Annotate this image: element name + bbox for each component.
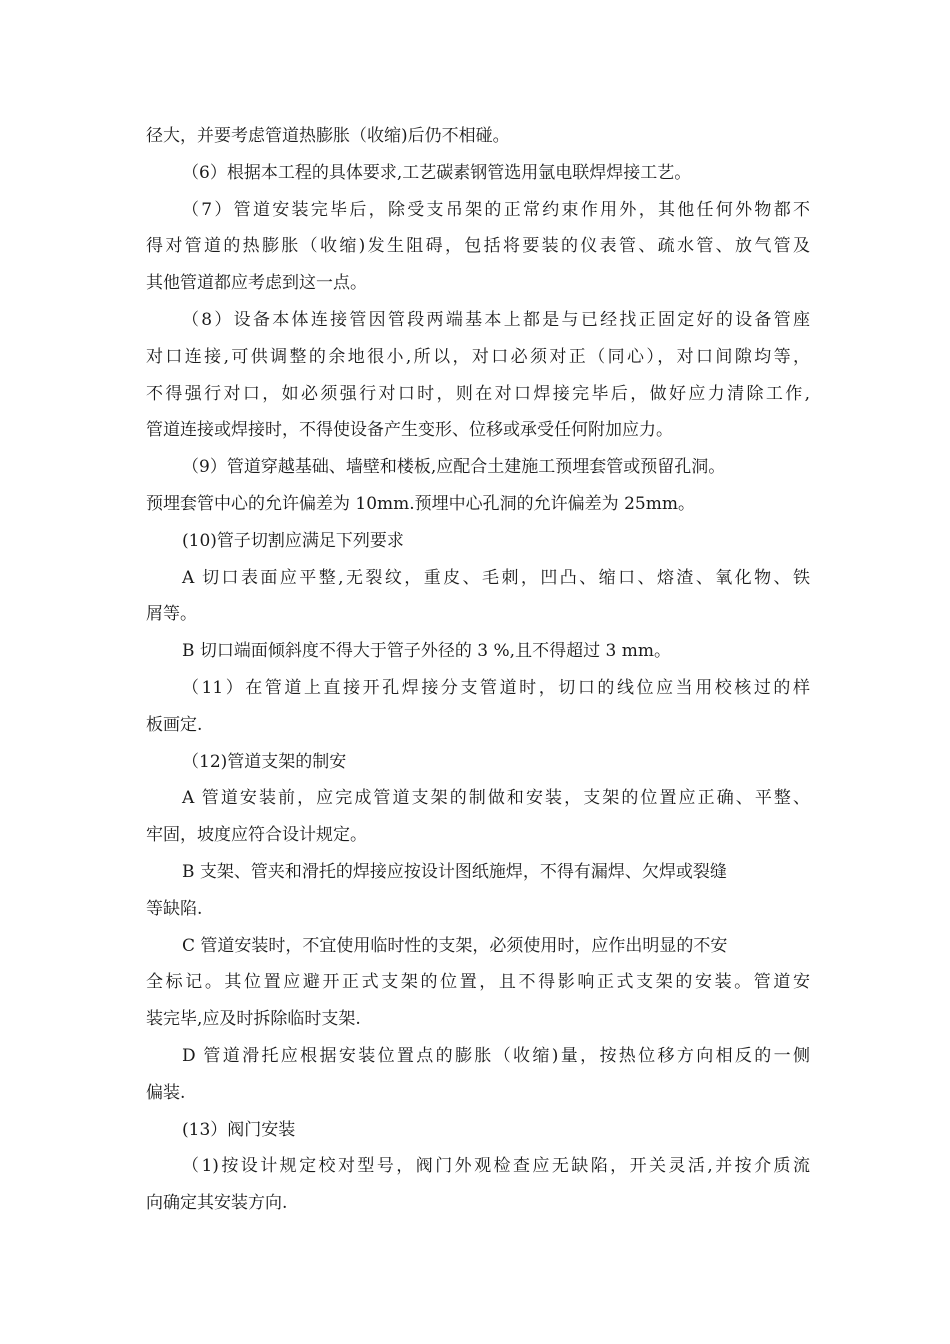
text-line: 径大，并要考虑管道热膨胀（收缩)后仍不相碰。 — [146, 126, 510, 146]
text-line: 管道连接或焊接时，不得使设备产生变形、位移或承受任何附加应力。 — [146, 420, 673, 441]
text-line: A 切口表面应平整,无裂纹，重皮、毛刺，凹凸、缩口、熔渣、氧化物、铁 — [182, 567, 810, 588]
text-line: (13）阀门安装 — [182, 1119, 296, 1140]
text-line: 装完毕,应及时拆除临时支架. — [146, 1009, 361, 1030]
text-line: 牢固，坡度应符合设计规定。 — [146, 825, 367, 846]
text-line: (10)管子切割应满足下列要求 — [182, 530, 404, 551]
text-line: （7）管道安装完毕后，除受支吊架的正常约束作用外，其他任何外物都不 — [182, 199, 810, 220]
text-line: （11）在管道上直接开孔焊接分支管道时，切口的线位应当用校核过的样 — [182, 677, 810, 698]
text-line: 不得强行对口，如必须强行对口时，则在对口焊接完毕后，做好应力清除工作, — [146, 383, 810, 404]
text-line: （8）设备本体连接管因管段两端基本上都是与已经找正固定好的设备管座 — [182, 309, 810, 330]
text-line: （12)管道支架的制安 — [182, 751, 347, 772]
text-line: B 支架、管夹和滑托的焊接应按设计图纸施焊，不得有漏焊、欠焊或裂缝 — [182, 861, 727, 882]
text-line: B 切口端面倾斜度不得大于管子外径的 3 %,且不得超过 3 mm。 — [182, 641, 671, 662]
text-line: 得对管道的热膨胀（收缩)发生阻碍，包括将要装的仪表管、疏水管、放气管及 — [146, 236, 810, 257]
text-line: C 管道安装时，不宜使用临时性的支架，必须使用时，应作出明显的不安 — [182, 935, 728, 956]
text-line: （6）根据本工程的具体要求,工艺碳素钢管选用氩电联焊焊接工艺。 — [182, 162, 692, 183]
text-line: 其他管道都应考虑到这一点。 — [146, 273, 367, 294]
text-line: （9）管道穿越基础、墙壁和楼板,应配合土建施工预埋套管或预留孔洞。 — [182, 457, 726, 478]
text-line: 预埋套管中心的允许偏差为 10mm.预埋中心孔洞的允许偏差为 25mm。 — [146, 493, 695, 514]
text-line: 向确定其安装方向. — [146, 1193, 288, 1214]
text-line: A 管道安装前，应完成管道支架的制做和安装，支架的位置应正确、平整、 — [182, 788, 810, 809]
text-line: 全标记。其位置应避开正式支架的位置，且不得影响正式支架的安装。管道安 — [146, 972, 810, 993]
text-line: 等缺陷. — [146, 898, 203, 919]
text-line: 屑等。 — [146, 604, 197, 625]
text-line: 偏装. — [146, 1082, 186, 1103]
text-line: 板画定. — [146, 714, 203, 735]
text-line: 对口连接,可供调整的余地很小,所以，对口必须对正（同心），对口间隙均等， — [146, 346, 810, 367]
document-body — [146, 118, 810, 1222]
text-line: D 管道滑托应根据安装位置点的膨胀（收缩)量，按热位移方向相反的一侧 — [182, 1045, 810, 1066]
text-line: （1)按设计规定校对型号，阀门外观检查应无缺陷，开关灵活,并按介质流 — [182, 1156, 810, 1177]
